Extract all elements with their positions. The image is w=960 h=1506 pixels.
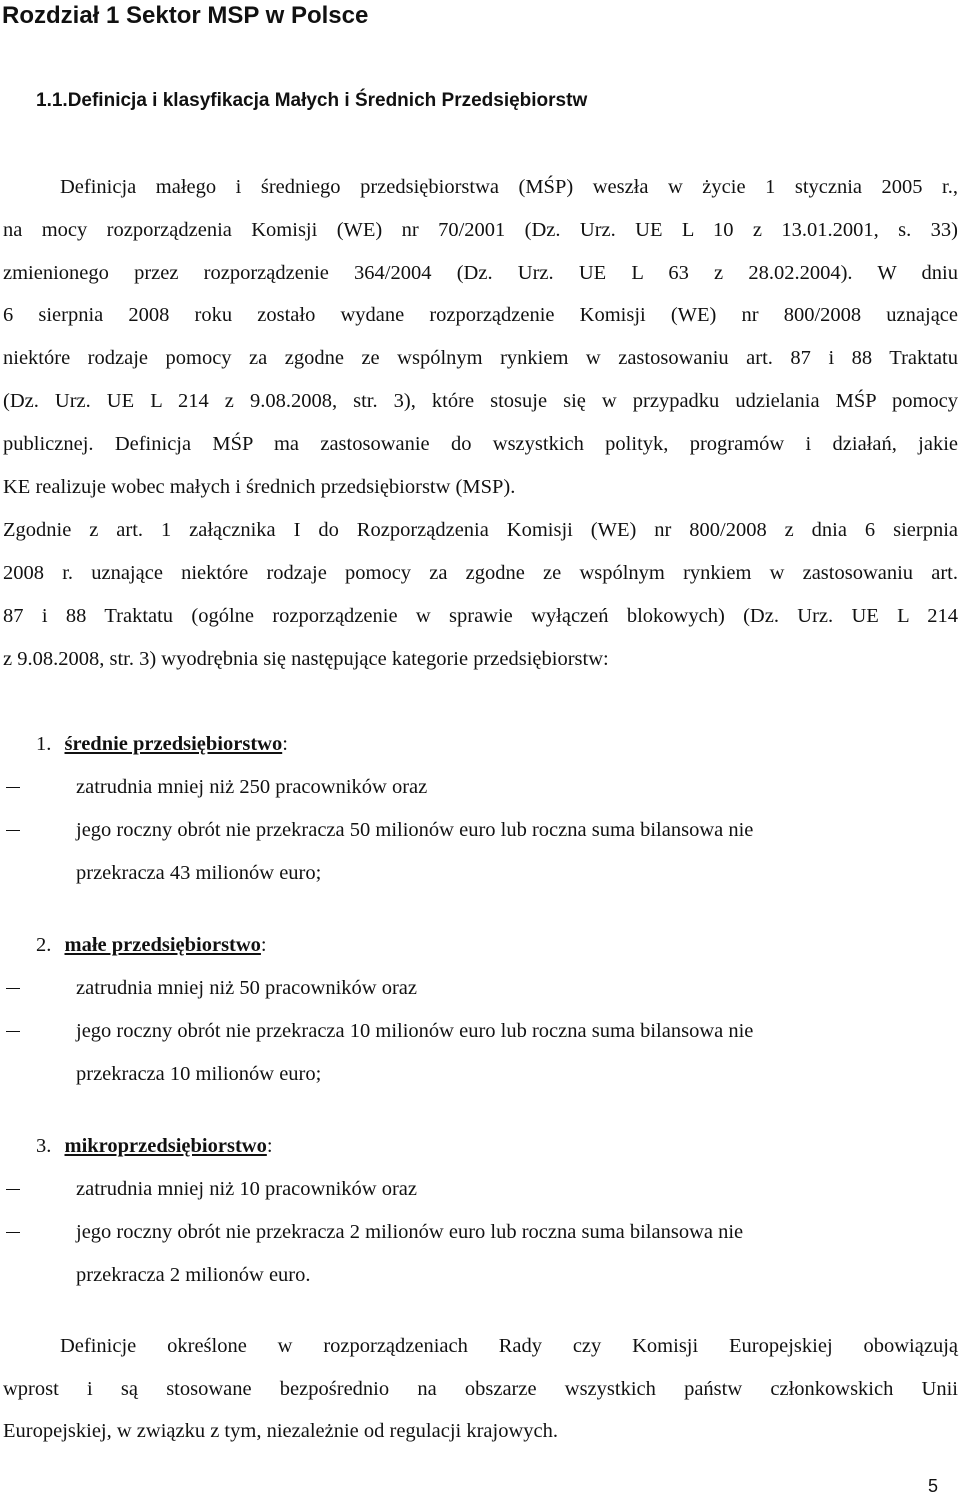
category-number: 2. bbox=[36, 934, 52, 956]
category-number: 1. bbox=[36, 733, 52, 755]
dash-bullet bbox=[6, 1232, 20, 1233]
category-title: mikroprzedsiębiorstwo bbox=[64, 1135, 267, 1157]
section-title: 1.1.Definicja i klasyfikacja Małych i Średnich Przedsiębiorstw bbox=[36, 90, 588, 111]
category-number: 3. bbox=[36, 1135, 52, 1157]
dash-bullet bbox=[6, 1031, 20, 1032]
dash-bullet bbox=[6, 830, 20, 831]
paragraph-line: (Dz. Urz. UE L 214 z 9.08.2008, str. 3), które stosuje się w przypadku udzielania MŚP pomocy bbox=[3, 390, 958, 412]
paragraph-line: niektóre rodzaje pomocy za zgodne ze wspólnym rynkiem w zastosowaniu art. 87 i 88 Traktatu bbox=[3, 347, 958, 369]
paragraph-line: zmienionego przez rozporządzenie 364/2004 (Dz. Urz. UE L 63 z 28.02.2004). W dniu bbox=[3, 262, 958, 284]
category-title: średnie przedsiębiorstwo bbox=[64, 733, 283, 755]
criterion-line: przekracza 10 milionów euro; bbox=[76, 1063, 322, 1085]
category-heading bbox=[36, 932, 267, 958]
dash-bullet bbox=[6, 1189, 20, 1190]
category-title: małe przedsiębiorstwo bbox=[64, 934, 261, 956]
criterion-line: przekracza 2 milionów euro. bbox=[76, 1264, 311, 1286]
chapter-title: Rozdział 1 Sektor MSP w Polsce bbox=[2, 2, 369, 29]
paragraph-line: wprost i są stosowane bezpośrednio na obszarze wszystkich państw członkowskich Unii bbox=[3, 1378, 958, 1400]
paragraph-line: Definicja małego i średniego przedsiębiorstwa (MŚP) weszła w życie 1 stycznia 2005 r., bbox=[60, 176, 958, 198]
paragraph-line: 6 sierpnia 2008 roku zostało wydane rozporządzenie Komisji (WE) nr 800/2008 uznające bbox=[3, 304, 958, 326]
criterion-line: zatrudnia mniej niż 50 pracowników oraz bbox=[76, 977, 417, 999]
paragraph-line: z 9.08.2008, str. 3) wyodrębnia się następujące kategorie przedsiębiorstw: bbox=[3, 648, 609, 670]
criterion-line: zatrudnia mniej niż 250 pracowników oraz bbox=[76, 776, 428, 798]
paragraph-line: Europejskiej, w związku z tym, niezależnie od regulacji krajowych. bbox=[3, 1420, 558, 1442]
paragraph-line: Zgodnie z art. 1 załącznika I do Rozporządzenia Komisji (WE) nr 800/2008 z dnia 6 sierpnia bbox=[3, 519, 958, 541]
criterion-line: przekracza 43 milionów euro; bbox=[76, 862, 322, 884]
category-colon: : bbox=[282, 733, 288, 755]
paragraph-line: Definicje określone w rozporządzeniach Rady czy Komisji Europejskiej obowiązują bbox=[60, 1335, 958, 1357]
criterion-line: jego roczny obrót nie przekracza 10 milionów euro lub roczna suma bilansowa nie bbox=[76, 1020, 754, 1042]
dash-bullet bbox=[6, 988, 20, 989]
category-heading bbox=[36, 1133, 273, 1159]
criterion-line: jego roczny obrót nie przekracza 50 milionów euro lub roczna suma bilansowa nie bbox=[76, 819, 754, 841]
criterion-line: jego roczny obrót nie przekracza 2 milionów euro lub roczna suma bilansowa nie bbox=[76, 1221, 744, 1243]
paragraph-line: 87 i 88 Traktatu (ogólne rozporządzenie w sprawie wyłączeń blokowych) (Dz. Urz. UE L 214 bbox=[3, 605, 958, 627]
paragraph-line: 2008 r. uznające niektóre rodzaje pomocy za zgodne ze wspólnym rynkiem w zastosowaniu art. bbox=[3, 562, 958, 584]
category-heading bbox=[36, 731, 288, 757]
page-number: 5 bbox=[928, 1476, 939, 1496]
criterion-line: zatrudnia mniej niż 10 pracowników oraz bbox=[76, 1178, 417, 1200]
dash-bullet bbox=[6, 787, 20, 788]
paragraph-line: publicznej. Definicja MŚP ma zastosowanie do wszystkich polityk, programów i działań, jakie bbox=[3, 433, 958, 455]
paragraph-line: na mocy rozporządzenia Komisji (WE) nr 70/2001 (Dz. Urz. UE L 10 z 13.01.2001, s. 33) bbox=[3, 219, 958, 241]
category-colon: : bbox=[260, 934, 267, 956]
category-colon: : bbox=[266, 1135, 273, 1157]
paragraph-line: KE realizuje wobec małych i średnich przedsiębiorstw (MSP). bbox=[3, 476, 516, 498]
